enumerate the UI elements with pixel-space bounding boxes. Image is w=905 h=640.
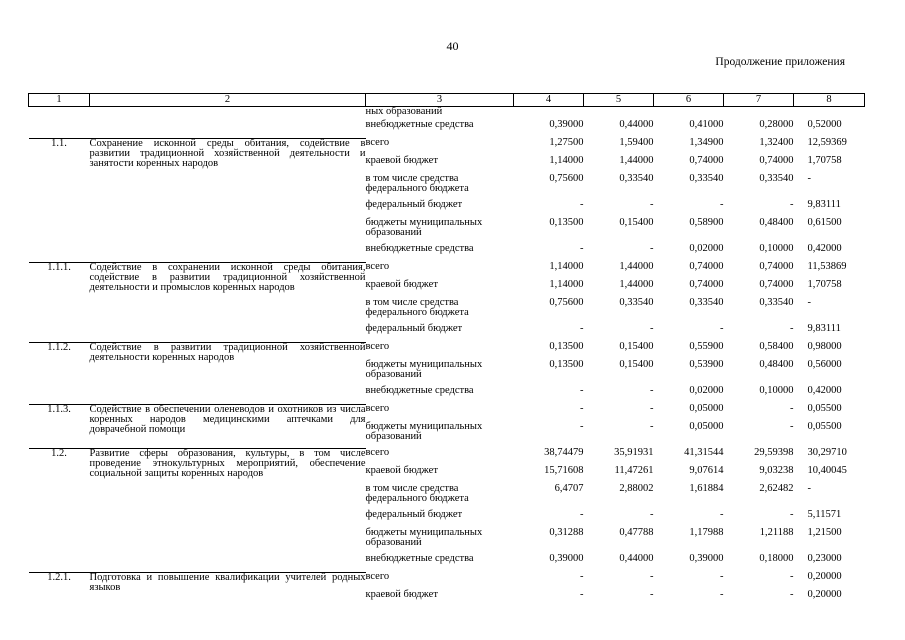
year-value: 6,4707 [554,483,584,494]
year-value: 0,52000 [807,119,842,130]
item-name: Содействие в развитии традиционной хозяйственной деятельности коренных народов [90,342,366,404]
year-value: - [790,571,794,582]
year-value: 0,44000 [619,119,654,130]
funding-source: внебюджетные средства [365,385,474,396]
year-value: 0,10000 [759,385,794,396]
year-value: 0,74000 [759,261,794,272]
col-header: 2 [90,94,366,107]
funding-source: федеральный бюджет [365,509,463,520]
year-value: 1,21188 [759,527,794,538]
year-value: 0,42000 [807,385,842,396]
year-value: 5,11571 [807,509,842,520]
year-value: 0,53900 [689,359,724,370]
year-value: 0,44000 [619,553,654,564]
year-value [654,107,724,121]
year-value: 1,14000 [549,155,584,166]
year-value: - [580,589,584,600]
year-value: 0,58900 [689,217,724,228]
year-value: - [650,589,654,600]
table-row [29,342,865,360]
year-value: - [580,243,584,254]
table-row [29,107,865,121]
year-value: 41,31544 [684,447,724,458]
funding-source: бюджеты муниципальных образований [365,421,483,442]
year-value: - [720,589,724,600]
funding-source: внебюджетные средства [365,553,474,564]
year-value: 1,17988 [689,527,724,538]
year-value: - [720,199,724,210]
item-name: Содействие в обеспечении оленеводов и охотников из числа коренных народов медицинскими аптечками для доврачебной помощи [90,404,366,448]
year-value: 0,75600 [549,297,584,308]
year-value: - [650,403,654,414]
year-value: - [650,571,654,582]
year-value: 1,44000 [619,279,654,290]
year-value: 38,74479 [544,447,584,458]
item-name: Подготовка и повышение квалификации учителей родных языков [90,572,366,608]
header-row [29,94,865,107]
year-value: 0,75600 [549,173,584,184]
item-code: 1.1.3. [29,404,90,448]
year-value: 0,33540 [689,173,724,184]
col-header: 5 [584,94,654,107]
col-header: 3 [366,94,514,107]
year-value [514,107,584,121]
year-value: 0,74000 [689,155,724,166]
funding-source: бюджеты муниципальных образований [365,527,483,548]
year-value: 1,61884 [689,483,724,494]
year-value: 0,74000 [759,155,794,166]
year-value: - [650,509,654,520]
year-value: - [580,199,584,210]
year-value: - [720,571,724,582]
year-value: 0,74000 [689,279,724,290]
year-value: 1,59400 [619,137,654,148]
funding-source: в том числе средства федерального бюджета [365,297,469,318]
year-value: 0,23000 [807,553,842,564]
year-value: 9,07614 [689,465,724,476]
year-value: 2,88002 [619,483,654,494]
year-value: 9,83111 [807,199,841,210]
year-value: - [580,421,584,432]
year-value: 0,33540 [689,297,724,308]
year-value: 1,21500 [807,527,842,538]
item-name: Сохранение исконной среды обитания, содействие в развитии традиционной хозяйственной деятельности и занятости коренных народов [90,138,366,262]
year-value: - [580,323,584,334]
year-value: - [807,297,811,308]
funding-source: федеральный бюджет [365,199,463,210]
year-value: 0,48400 [759,359,794,370]
year-value: - [580,571,584,582]
funding-source: бюджеты муниципальных образований [365,359,483,380]
year-value: - [580,509,584,520]
year-value: 0,13500 [549,341,584,352]
year-value: 0,15400 [619,359,654,370]
table-row [29,262,865,280]
funding-source: внебюджетные средства [365,243,474,254]
year-value [794,107,865,121]
year-value: 30,29710 [807,447,847,458]
item-code: 1.2. [29,448,90,572]
year-value: 0,98000 [807,341,842,352]
col-header: 8 [794,94,865,107]
year-value: 1,34900 [689,137,724,148]
item-code: 1.2.1. [29,572,90,608]
year-value [584,107,654,121]
year-value: 0,48400 [759,217,794,228]
funding-source: всего [365,137,390,148]
year-value: 0,61500 [807,217,842,228]
year-value: 0,13500 [549,359,584,370]
year-value: - [650,199,654,210]
year-value: 0,39000 [689,553,724,564]
table-row [29,138,865,156]
item-code: 1.1.1. [29,262,90,342]
year-value: 0,39000 [549,119,584,130]
year-value: - [807,483,811,494]
year-value: 0,55900 [689,341,724,352]
year-value: 12,59369 [807,137,847,148]
year-value: 0,33540 [759,173,794,184]
year-value: 0,74000 [689,261,724,272]
year-value: 1,14000 [549,279,584,290]
year-value: 0,74000 [759,279,794,290]
year-value: - [720,509,724,520]
funding-source: ных образований [365,106,443,117]
year-value: 0,58400 [759,341,794,352]
col-header: 6 [654,94,724,107]
year-value: 0,41000 [689,119,724,130]
year-value: 11,47261 [614,465,654,476]
year-value: 0,05000 [689,421,724,432]
funding-source: всего [365,447,390,458]
funding-source: федеральный бюджет [365,323,463,334]
page-number: 40 [446,39,459,53]
year-value: - [790,509,794,520]
year-value: 0,02000 [689,385,724,396]
year-value: 0,20000 [807,589,842,600]
year-value: 0,47788 [619,527,654,538]
year-value: - [790,323,794,334]
funding-source: всего [365,571,390,582]
funding-source: краевой бюджет [365,279,438,290]
year-value: 0,15400 [619,341,654,352]
table-row [29,404,865,422]
year-value: 2,62482 [759,483,794,494]
year-value: - [720,323,724,334]
year-value: - [580,403,584,414]
year-value: 1,44000 [619,155,654,166]
year-value: 9,03238 [759,465,794,476]
year-value: 1,27500 [549,137,584,148]
funding-table [28,93,865,608]
year-value: 0,10000 [759,243,794,254]
year-value: 0,05000 [689,403,724,414]
year-value: - [790,421,794,432]
year-value: 1,70758 [807,279,842,290]
year-value: - [790,403,794,414]
year-value: 11,53869 [807,261,847,272]
funding-source: бюджеты муниципальных образований [365,217,483,238]
year-value: 0,02000 [689,243,724,254]
year-value: 0,56000 [807,359,842,370]
year-value: 10,40045 [807,465,847,476]
year-value: 0,28000 [759,119,794,130]
funding-source: краевой бюджет [365,589,438,600]
item-name: Развитие сферы образования, культуры, в том числе проведение этнокультурных мероприятий, обеспечение социальной защиты коренных народов [90,448,366,572]
year-value: - [650,323,654,334]
year-value: 0,33540 [619,297,654,308]
year-value: 0,18000 [759,553,794,564]
item-code [29,107,90,139]
funding-source: внебюджетные средства [365,119,474,130]
continuation-label: Продолжение приложения [715,56,845,68]
year-value: 1,44000 [619,261,654,272]
table-row [29,448,865,466]
year-value: - [790,199,794,210]
year-value: - [650,243,654,254]
year-value: 9,83111 [807,323,841,334]
funding-source: в том числе средства федерального бюджета [365,483,469,504]
year-value: 35,91931 [614,447,654,458]
year-value: 0,39000 [549,553,584,564]
year-value [724,107,794,121]
year-value: 0,20000 [807,571,842,582]
funding-source: всего [365,341,390,352]
year-value: 1,32400 [759,137,794,148]
funding-source: краевой бюджет [365,465,438,476]
year-value: 15,71608 [544,465,584,476]
year-value: 29,59398 [754,447,794,458]
item-name: Содействие в сохранении исконной среды обитания, содействие в развитии традиционной хозяйственной деятельности и промыслов коренных народов [90,262,366,342]
funding-source: краевой бюджет [365,155,438,166]
year-value: - [790,589,794,600]
year-value: 0,05500 [807,421,842,432]
year-value: - [650,421,654,432]
col-header: 4 [514,94,584,107]
year-value: 0,33540 [619,173,654,184]
year-value: - [580,385,584,396]
table-row [29,572,865,590]
col-header: 7 [724,94,794,107]
funding-source: всего [365,261,390,272]
year-value: 0,13500 [549,217,584,228]
year-value: 1,70758 [807,155,842,166]
item-code: 1.1. [29,138,90,262]
year-value: - [650,385,654,396]
funding-source: в том числе средства федерального бюджета [365,173,469,194]
year-value: 0,42000 [807,243,842,254]
year-value: 0,15400 [619,217,654,228]
item-code: 1.1.2. [29,342,90,404]
year-value: 1,14000 [549,261,584,272]
year-value: 0,33540 [759,297,794,308]
year-value: 0,05500 [807,403,842,414]
year-value: 0,31288 [549,527,584,538]
col-header: 1 [29,94,90,107]
year-value: - [807,173,811,184]
funding-source: всего [365,403,390,414]
item-name [90,107,366,139]
